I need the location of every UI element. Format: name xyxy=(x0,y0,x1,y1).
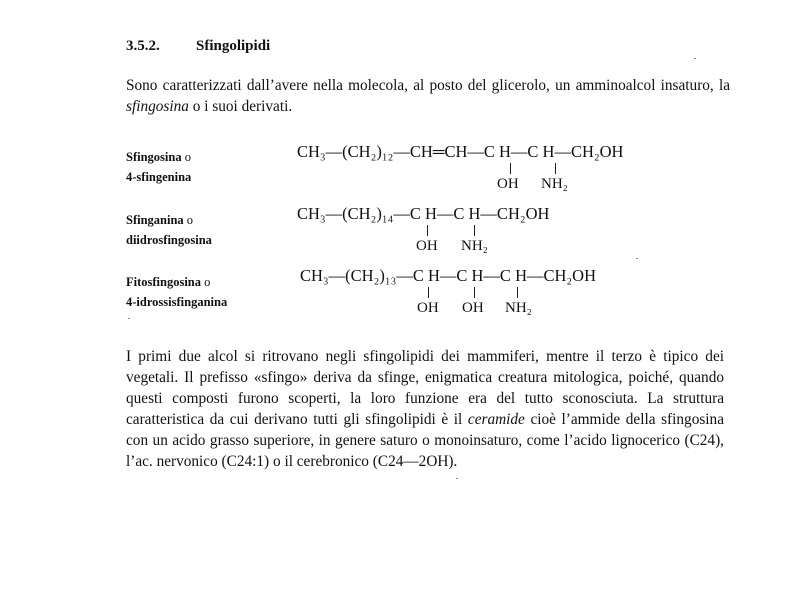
compound-name-sfinganina xyxy=(126,210,212,250)
compound-name-line1: Sfinganina xyxy=(126,213,184,227)
compound-name-sfingosina xyxy=(126,147,191,187)
intro-paragraph xyxy=(126,75,730,117)
section-number: 3.5.2. xyxy=(126,38,160,54)
substituent-nh2: NH₂ xyxy=(541,176,568,192)
scan-speck xyxy=(694,58,696,59)
body-text-2: cioè l’ammide della sfingosina con un acido grasso superiore, in genere saturo o monoinsaturo, come l’acido lignocerico (C24), l’ac. nervonico (C24:1) o il cerebronico (C24—2OH). xyxy=(126,411,724,470)
bond-line xyxy=(517,287,518,298)
formula-sfingosina: CH₃—(CH₂)₁₂—CH═CH—C H—C H—CH₂OH xyxy=(297,142,624,161)
bond-line xyxy=(555,163,556,174)
compound-name-line2: 4-sfingenina xyxy=(126,170,192,184)
body-text-1: I primi due alcol si ritrovano negli sfingolipidi dei mammiferi, mentre il terzo è tipico dei vegetali. Il prefisso «sfingo» deriva da sfinge, enigmatica creatura mitologica, poiché, quando questi composti furono scoperti, la loro funzione era del tutto sconosciuta. La struttura caratteristica da cui derivano tutti gli sfingolipidi è il xyxy=(126,348,724,428)
substituent-nh2: NH₂ xyxy=(505,300,532,316)
compound-connector: o xyxy=(186,213,194,227)
compound-connector: o xyxy=(204,275,211,289)
substituent-nh2: NH₂ xyxy=(461,238,488,254)
body-italic-term: ceramide xyxy=(467,411,525,428)
substituent-oh: OH xyxy=(417,300,439,316)
substituent-oh: OH xyxy=(497,176,519,192)
bond-line xyxy=(428,287,429,298)
compound-name-line1: Fitosfingosina xyxy=(126,275,202,289)
bond-line xyxy=(474,225,475,236)
substituent-oh: OH xyxy=(416,238,438,254)
compound-name-fitosfingosina xyxy=(126,272,227,312)
compound-name-line1: Sfingosina xyxy=(126,150,182,164)
scan-speck xyxy=(128,318,130,319)
body-paragraph xyxy=(126,346,724,472)
compound-connector: o xyxy=(184,150,191,164)
scan-speck xyxy=(636,258,638,259)
intro-italic-term: sfingosina xyxy=(126,98,189,115)
intro-text-2: o i suoi derivati. xyxy=(188,98,293,115)
compound-name-line2: diidrosfingosina xyxy=(126,233,212,247)
compound-name-line2: 4-idrossisfinganina xyxy=(126,295,228,309)
bond-line xyxy=(510,163,511,174)
bond-line xyxy=(474,287,475,298)
formula-fitosfingosina: CH₃—(CH₂)₁₃—C H—C H—C H—CH₂OH xyxy=(300,266,596,285)
formula-sfinganina: CH₃—(CH₂)₁₄—C H—C H—CH₂OH xyxy=(297,204,550,223)
scan-speck xyxy=(456,478,458,479)
section-title: Sfingolipidi xyxy=(196,38,271,54)
intro-text-1: Sono caratterizzati dall’avere nella molecola, al posto del glicerolo, un amminoalcol insaturo, la xyxy=(126,77,730,94)
substituent-oh: OH xyxy=(462,300,484,316)
bond-line xyxy=(427,225,428,236)
